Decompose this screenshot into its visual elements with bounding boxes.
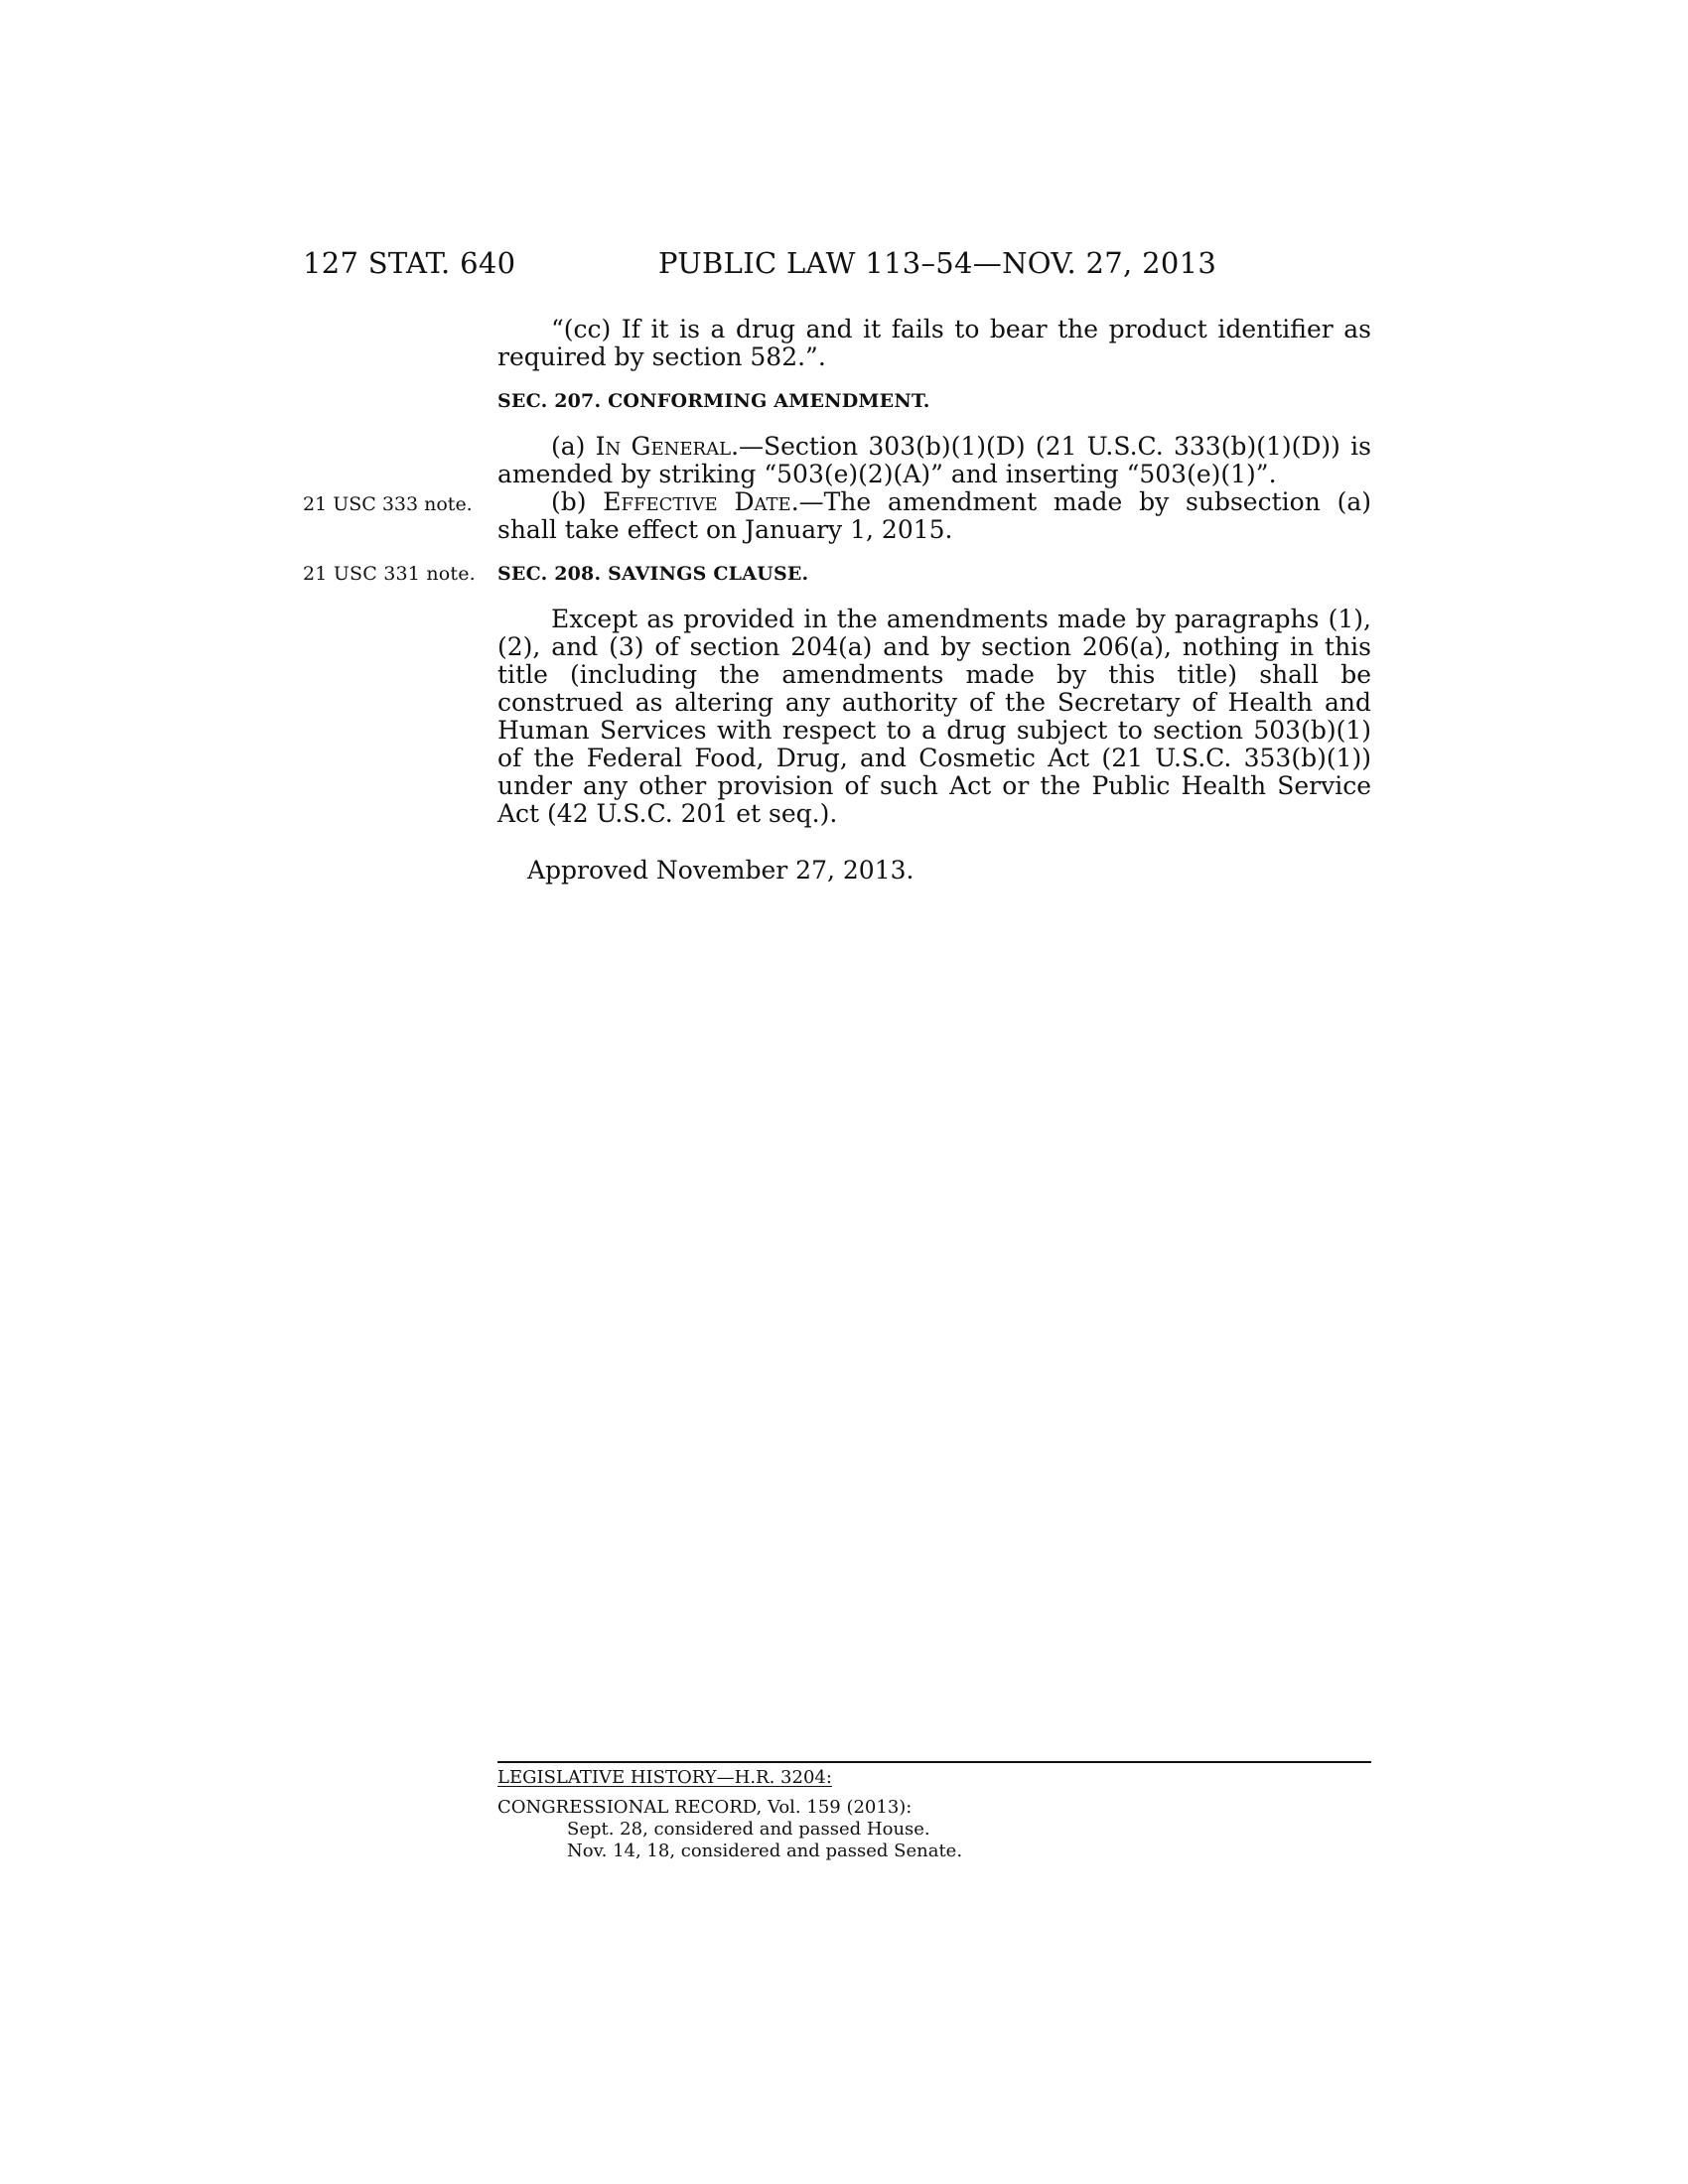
history-entry-house: Sept. 28, considered and passed House. xyxy=(567,1819,930,1840)
subsection-a-caption: In General xyxy=(595,432,732,461)
cc-paragraph: “(cc) If it is a drug and it fails to bear the product identifier as required by section 582.”. xyxy=(497,315,1371,371)
legislative-history xyxy=(497,1761,1371,1862)
subsection-b-caption: Effective Date xyxy=(603,487,791,516)
history-entry-senate: Nov. 14, 18, considered and passed Senate. xyxy=(567,1841,963,1861)
legislative-history-title: LEGISLATIVE HISTORY—H.R. 3204: xyxy=(497,1767,832,1788)
sec-208-text: Except as provided in the amendments made by paragraphs (1), (2), and (3) of section 204(a) and by section 206(a), nothing in this title (including the amendments made by this title) shall be construed as altering any authority of the Secretary of Health and Human Services with respect to a drug subject to section 503(b)(1) of the Federal Food, Drug, and Cosmetic Act (21 U.S.C. 353(b)(1)) under any other provision of such Act or the Public Health Service Act (42 U.S.C. 201 et seq.). xyxy=(497,605,1371,828)
subsection-b-label: (b) xyxy=(551,487,604,516)
law-title: PUBLIC LAW 113–54—NOV. 27, 2013 xyxy=(658,246,1217,280)
congressional-record: CONGRESSIONAL RECORD, Vol. 159 (2013): xyxy=(497,1797,913,1818)
sec-208-heading: SEC. 208. SAVINGS CLAUSE. xyxy=(497,563,809,585)
subsection-a-label: (a) xyxy=(551,432,596,461)
subsection-a-text: .—Section 303(b)(1)(D) (21 U.S.C. 333(b)(1)(D)) is amended by striking “503(e)(2)(A)” and inserting “503(e)(1)”. xyxy=(497,432,1372,488)
sec-208-heading-block xyxy=(303,560,1371,588)
page-header xyxy=(0,246,1688,286)
statute-page-number: 127 STAT. 640 xyxy=(303,246,516,280)
sec-207-subsection-a xyxy=(497,433,1371,488)
sec-207-subsection-b-block xyxy=(303,487,1371,544)
side-note-331: 21 USC 331 note. xyxy=(303,563,476,585)
document-body xyxy=(303,315,1372,885)
subsection-b-text: .—The amendment made by subsection (a) shall take effect on January 1, 2015. xyxy=(497,487,1371,544)
approval-date: Approved November 27, 2013. xyxy=(527,856,914,885)
legislative-history-divider xyxy=(497,1761,1371,1763)
sec-207-subsection-b xyxy=(497,488,1371,544)
sec-207-heading: SEC. 207. CONFORMING AMENDMENT. xyxy=(497,390,930,412)
side-note-333: 21 USC 333 note. xyxy=(303,493,473,515)
